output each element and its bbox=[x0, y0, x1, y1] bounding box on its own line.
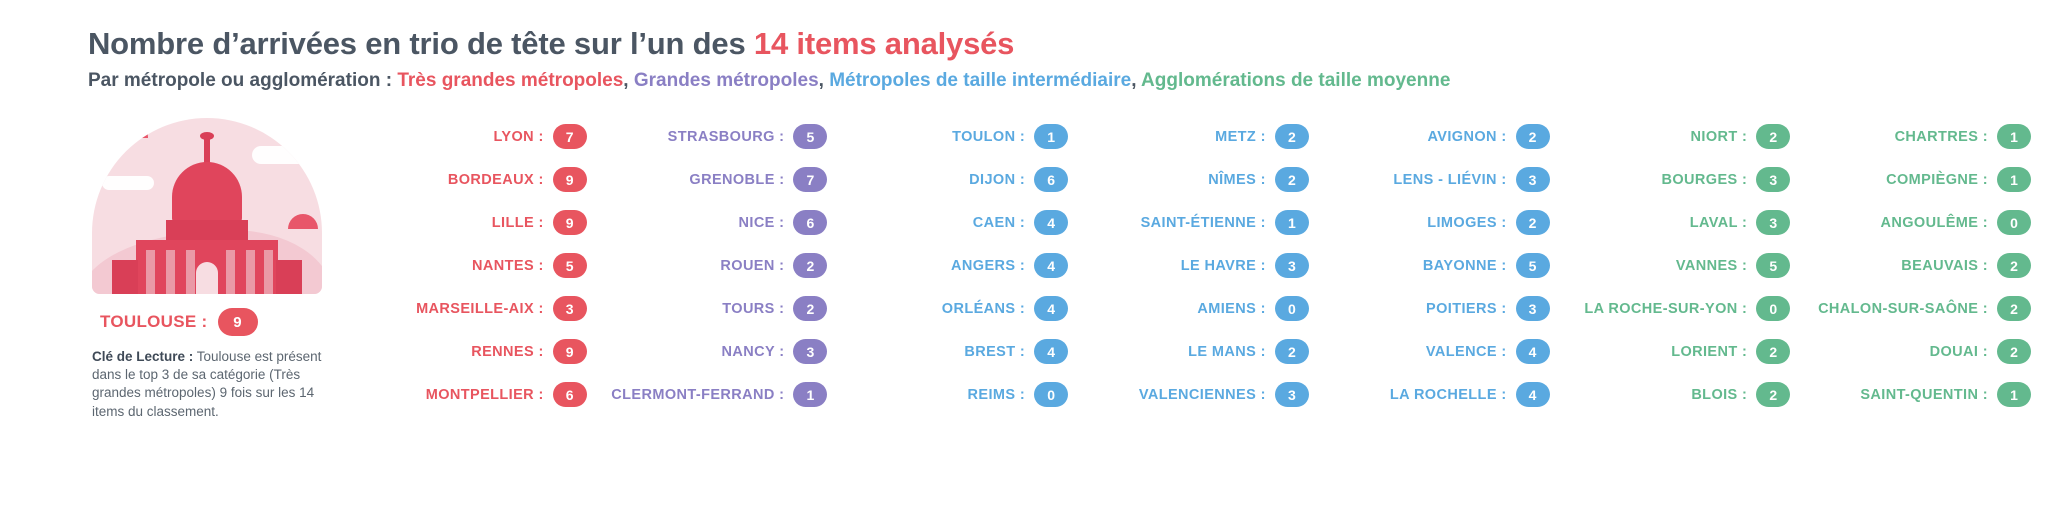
legend-category-3: Métropoles de taille intermédiaire bbox=[829, 70, 1132, 91]
city-name: LA ROCHELLE : bbox=[1389, 386, 1507, 403]
city-name: CHALON-SUR-SAÔNE : bbox=[1818, 300, 1988, 317]
city-value-badge: 2 bbox=[1516, 124, 1550, 149]
city-value-badge: 3 bbox=[1756, 210, 1790, 235]
city-value-badge: 0 bbox=[1275, 296, 1309, 321]
city-name: BREST : bbox=[964, 343, 1026, 360]
city-name: NIORT : bbox=[1690, 128, 1748, 145]
city-value-badge: 2 bbox=[1756, 382, 1790, 407]
city-value-badge: 4 bbox=[1034, 253, 1068, 278]
city-row bbox=[1068, 382, 1309, 407]
city-value-badge: 2 bbox=[793, 296, 827, 321]
city-row bbox=[587, 167, 828, 192]
city-value-badge: 5 bbox=[1516, 253, 1550, 278]
city-value-badge: 2 bbox=[793, 253, 827, 278]
city-board bbox=[0, 118, 2067, 421]
city-row bbox=[587, 253, 828, 278]
building-icon bbox=[136, 136, 278, 294]
city-name: MONTPELLIER : bbox=[425, 386, 544, 403]
city-value-badge: 4 bbox=[1034, 296, 1068, 321]
city-column bbox=[1309, 118, 1550, 407]
city-row bbox=[587, 124, 828, 149]
city-value-badge: 2 bbox=[1275, 167, 1309, 192]
city-value-badge: 2 bbox=[1275, 124, 1309, 149]
city-name: MARSEILLE-AIX : bbox=[416, 300, 544, 317]
city-row bbox=[587, 339, 828, 364]
city-value-badge: 4 bbox=[1516, 339, 1550, 364]
city-row bbox=[1309, 210, 1550, 235]
city-row bbox=[1068, 167, 1309, 192]
city-name: RENNES : bbox=[471, 343, 544, 360]
city-name: LAVAL : bbox=[1689, 214, 1748, 231]
city-name: LILLE : bbox=[491, 214, 544, 231]
city-name: BEAUVAIS : bbox=[1901, 257, 1988, 274]
city-name: CLERMONT-FERRAND : bbox=[611, 386, 785, 403]
legend-category-1: Très grandes métropoles bbox=[397, 70, 624, 91]
city-value-badge: 0 bbox=[1034, 382, 1068, 407]
city-name: STRASBOURG : bbox=[667, 128, 785, 145]
toulouse-basilica-illustration bbox=[92, 118, 322, 294]
city-name: REIMS : bbox=[967, 386, 1026, 403]
city-row bbox=[587, 382, 828, 407]
highlight-city bbox=[100, 308, 346, 336]
city-row bbox=[1068, 296, 1309, 321]
city-row bbox=[827, 167, 1068, 192]
city-name: LENS - LIÉVIN : bbox=[1393, 171, 1507, 188]
city-name: VALENCE : bbox=[1425, 343, 1507, 360]
city-name: SAINT-QUENTIN : bbox=[1860, 386, 1988, 403]
city-name: AMIENS : bbox=[1197, 300, 1266, 317]
city-name: POITIERS : bbox=[1426, 300, 1507, 317]
city-row bbox=[346, 339, 587, 364]
city-name: NANTES : bbox=[472, 257, 544, 274]
city-name: AVIGNON : bbox=[1427, 128, 1507, 145]
page-subtitle bbox=[88, 70, 2067, 92]
city-row bbox=[1309, 253, 1550, 278]
city-name: LE HAVRE : bbox=[1180, 257, 1266, 274]
highlight-city-label: TOULOUSE : bbox=[100, 312, 208, 331]
city-value-badge: 1 bbox=[1997, 382, 2031, 407]
city-row bbox=[1550, 167, 1791, 192]
city-row bbox=[1068, 253, 1309, 278]
city-value-badge: 9 bbox=[553, 339, 587, 364]
city-value-badge: 3 bbox=[553, 296, 587, 321]
subtitle-separator-3: , bbox=[1131, 70, 1142, 91]
dome-shape bbox=[172, 162, 242, 224]
city-value-badge: 6 bbox=[553, 382, 587, 407]
city-row bbox=[587, 210, 828, 235]
city-row bbox=[1790, 167, 2031, 192]
city-column bbox=[587, 118, 828, 407]
city-name: ANGOULÊME : bbox=[1880, 214, 1988, 231]
city-name: GRENOBLE : bbox=[689, 171, 785, 188]
wing-right-shape bbox=[276, 260, 302, 294]
city-name: BLOIS : bbox=[1691, 386, 1748, 403]
city-value-badge: 4 bbox=[1516, 382, 1550, 407]
city-row bbox=[1550, 296, 1791, 321]
door-shape bbox=[196, 262, 218, 294]
reading-key-text: Toulouse est présent dans le top 3 de sa catégorie (Très grandes métropoles) 9 fois sur les 14 items du classement. bbox=[92, 349, 322, 419]
city-column bbox=[1068, 118, 1309, 407]
city-row bbox=[1550, 210, 1791, 235]
city-value-badge: 0 bbox=[1756, 296, 1790, 321]
city-column bbox=[1550, 118, 1791, 407]
subtitle-separator-1: , bbox=[623, 70, 634, 91]
city-value-badge: 1 bbox=[1997, 167, 2031, 192]
city-value-badge: 5 bbox=[793, 124, 827, 149]
city-value-badge: 2 bbox=[1997, 253, 2031, 278]
city-value-badge: 3 bbox=[1275, 382, 1309, 407]
city-row bbox=[346, 210, 587, 235]
city-row bbox=[1309, 124, 1550, 149]
city-value-badge: 3 bbox=[1275, 253, 1309, 278]
city-row bbox=[827, 210, 1068, 235]
city-row bbox=[1550, 339, 1791, 364]
city-row bbox=[827, 382, 1068, 407]
city-value-badge: 1 bbox=[1034, 124, 1068, 149]
city-row bbox=[1550, 124, 1791, 149]
city-value-badge: 1 bbox=[1275, 210, 1309, 235]
city-value-badge: 5 bbox=[553, 253, 587, 278]
city-row bbox=[1790, 382, 2031, 407]
city-value-badge: 2 bbox=[1516, 210, 1550, 235]
city-column bbox=[346, 118, 587, 407]
city-value-badge: 6 bbox=[1034, 167, 1068, 192]
city-name: LYON : bbox=[493, 128, 544, 145]
legend-category-2: Grandes métropoles bbox=[633, 70, 819, 91]
city-name: BOURGES : bbox=[1661, 171, 1748, 188]
city-row bbox=[346, 382, 587, 407]
base-shape bbox=[136, 240, 278, 294]
city-row bbox=[1790, 124, 2031, 149]
legend-category-4: Agglomérations de taille moyenne bbox=[1141, 70, 1451, 91]
city-row bbox=[1550, 253, 1791, 278]
city-value-badge: 4 bbox=[1034, 339, 1068, 364]
city-value-badge: 3 bbox=[793, 339, 827, 364]
city-row bbox=[1068, 210, 1309, 235]
city-column bbox=[1790, 118, 2031, 407]
city-name: DOUAI : bbox=[1929, 343, 1988, 360]
city-row bbox=[827, 296, 1068, 321]
city-row bbox=[827, 124, 1068, 149]
city-name: COMPIÈGNE : bbox=[1886, 171, 1988, 188]
city-name: TOURS : bbox=[722, 300, 785, 317]
city-row bbox=[346, 253, 587, 278]
drum-shape bbox=[166, 220, 248, 242]
city-value-badge: 2 bbox=[1997, 296, 2031, 321]
city-value-badge: 4 bbox=[1034, 210, 1068, 235]
wing-left-shape bbox=[112, 260, 138, 294]
city-row bbox=[1309, 339, 1550, 364]
city-value-badge: 7 bbox=[553, 124, 587, 149]
city-name: VALENCIENNES : bbox=[1138, 386, 1266, 403]
city-name: LA ROCHE-SUR-YON : bbox=[1584, 300, 1748, 317]
city-name: ROUEN : bbox=[720, 257, 785, 274]
city-name: BORDEAUX : bbox=[447, 171, 544, 188]
city-row bbox=[346, 167, 587, 192]
city-name: LIMOGES : bbox=[1427, 214, 1507, 231]
city-row bbox=[587, 296, 828, 321]
city-row bbox=[827, 253, 1068, 278]
city-name: ANGERS : bbox=[951, 257, 1026, 274]
illustration-column bbox=[84, 118, 346, 421]
city-name: NANCY : bbox=[721, 343, 785, 360]
city-value-badge: 2 bbox=[1756, 339, 1790, 364]
city-row bbox=[1309, 296, 1550, 321]
subtitle-separator-2: , bbox=[818, 70, 830, 91]
city-value-badge: 1 bbox=[793, 382, 827, 407]
city-name: VANNES : bbox=[1675, 257, 1748, 274]
subtitle-label: Par métropole ou agglomération : bbox=[88, 70, 398, 91]
city-value-badge: 2 bbox=[1997, 339, 2031, 364]
city-name: DIJON : bbox=[969, 171, 1026, 188]
page-title bbox=[88, 26, 2067, 62]
city-name: ORLÉANS : bbox=[941, 300, 1026, 317]
city-row bbox=[1790, 339, 2031, 364]
city-name: CHARTRES : bbox=[1894, 128, 1988, 145]
city-value-badge: 3 bbox=[1516, 167, 1550, 192]
city-value-badge: 2 bbox=[1275, 339, 1309, 364]
page-title-prefix: Nombre d’arrivées en trio de tête sur l’un des bbox=[88, 26, 754, 61]
city-name: METZ : bbox=[1215, 128, 1266, 145]
city-row bbox=[1550, 382, 1791, 407]
city-value-badge: 2 bbox=[1756, 124, 1790, 149]
page-title-accent: 14 items analysés bbox=[753, 26, 1015, 61]
city-row bbox=[1790, 296, 2031, 321]
city-name: LE MANS : bbox=[1188, 343, 1266, 360]
city-value-badge: 6 bbox=[793, 210, 827, 235]
city-row bbox=[1790, 253, 2031, 278]
city-row bbox=[1790, 210, 2031, 235]
city-row bbox=[827, 339, 1068, 364]
city-name: LORIENT : bbox=[1671, 343, 1748, 360]
city-row bbox=[1309, 167, 1550, 192]
city-row bbox=[1068, 339, 1309, 364]
city-name: SAINT-ÉTIENNE : bbox=[1140, 214, 1266, 231]
city-value-badge: 3 bbox=[1756, 167, 1790, 192]
city-value-badge: 7 bbox=[793, 167, 827, 192]
tree-icon bbox=[288, 214, 318, 229]
reading-key bbox=[92, 348, 330, 421]
reading-key-title: Clé de Lecture : bbox=[92, 349, 194, 364]
city-name: NÎMES : bbox=[1208, 171, 1266, 188]
city-row bbox=[1309, 382, 1550, 407]
city-row bbox=[1068, 124, 1309, 149]
city-name: NICE : bbox=[738, 214, 785, 231]
highlight-city-value: 9 bbox=[218, 308, 258, 336]
city-value-badge: 0 bbox=[1997, 210, 2031, 235]
city-name: CAEN : bbox=[972, 214, 1026, 231]
city-value-badge: 1 bbox=[1997, 124, 2031, 149]
city-value-badge: 5 bbox=[1756, 253, 1790, 278]
city-column bbox=[827, 118, 1068, 407]
city-value-badge: 3 bbox=[1516, 296, 1550, 321]
city-value-badge: 9 bbox=[553, 210, 587, 235]
city-name: BAYONNE : bbox=[1422, 257, 1507, 274]
city-name: TOULON : bbox=[952, 128, 1026, 145]
city-row bbox=[346, 296, 587, 321]
city-value-badge: 9 bbox=[553, 167, 587, 192]
illustration-background bbox=[92, 118, 322, 294]
city-columns bbox=[346, 118, 2067, 407]
city-row bbox=[346, 124, 587, 149]
